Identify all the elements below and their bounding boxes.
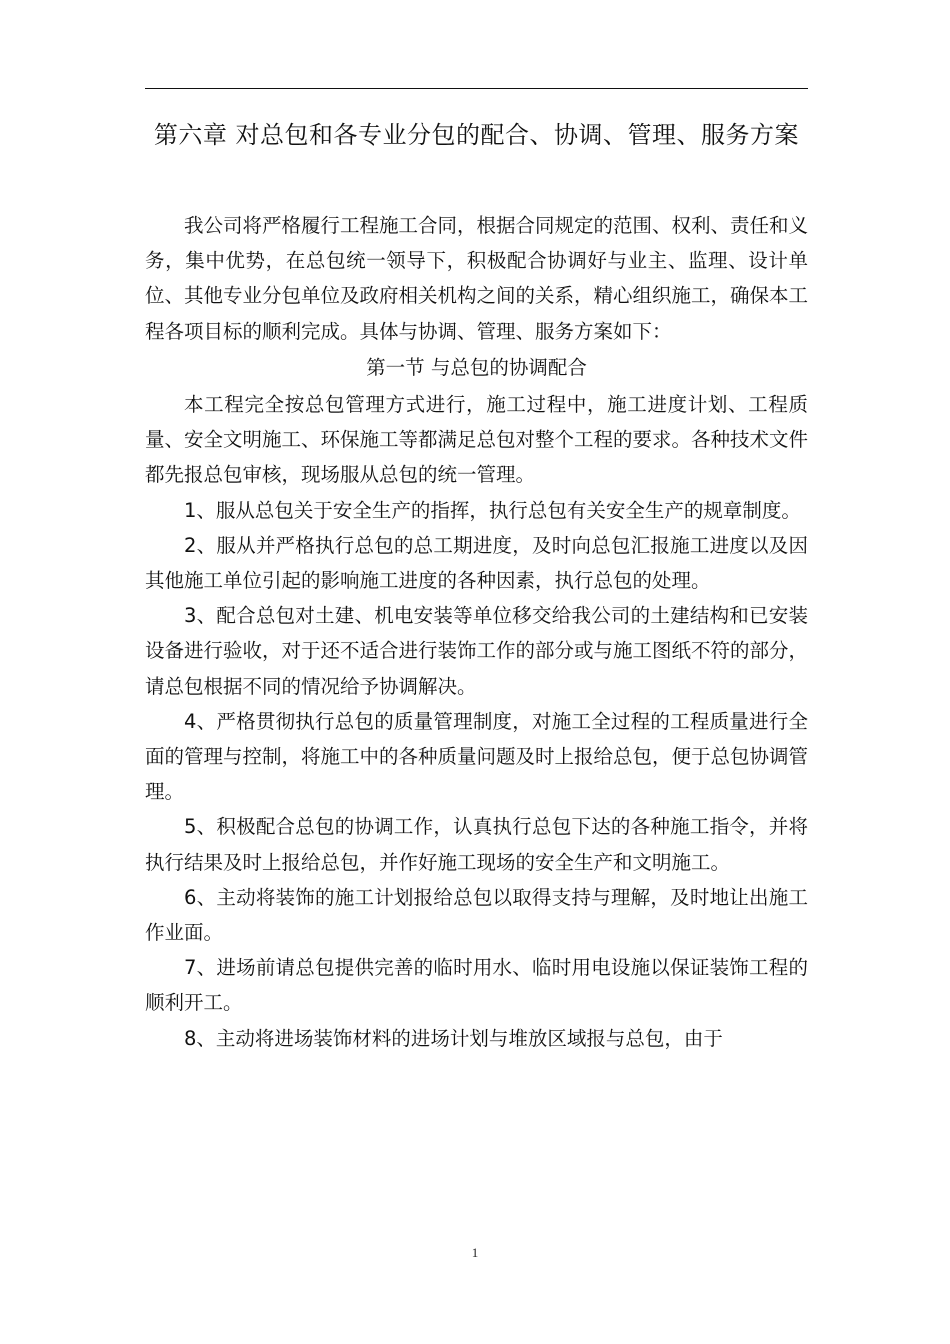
chapter-title: 第六章 对总包和各专业分包的配合、协调、管理、服务方案 bbox=[153, 121, 800, 149]
header-rule bbox=[145, 88, 808, 89]
list-item: 2、服从并严格执行总包的总工期进度，及时向总包汇报施工进度以及因其他施工单位引起的影响施工进度的各种因素，执行总包的处理。 bbox=[145, 533, 808, 593]
document-body bbox=[145, 208, 808, 1056]
intro-paragraph: 我公司将严格履行工程施工合同，根据合同规定的范围、权利、责任和义务，集中优势，在总包统一领导下，积极配合协调好与业主、监理、设计单位、其他专业分包单位及政府相关机构之间的关系，精心组织施工，确保本工程各项目标的顺利完成。具体与协调、管理、服务方案如下： bbox=[145, 214, 809, 343]
list-item: 5、积极配合总包的协调工作，认真执行总包下达的各种施工指令，并将执行结果及时上报给总包，并作好施工现场的安全生产和文明施工。 bbox=[145, 815, 808, 874]
list-item: 6、主动将装饰的施工计划报给总包以取得支持与理解，及时地让出施工作业面。 bbox=[145, 885, 808, 945]
list-item: 8、主动将进场装饰材料的进场计划与堆放区域报与总包，由于 bbox=[184, 1026, 723, 1050]
list-item: 4、严格贯彻执行总包的质量管理制度，对施工全过程的工程质量进行全面的管理与控制，将施工中的各种质量问题及时上报给总包，便于总包协调管理。 bbox=[145, 709, 809, 804]
section-title: 第一节 与总包的协调配合 bbox=[366, 355, 587, 379]
list-item: 3、配合总包对土建、机电安装等单位移交给我公司的土建结构和已安装设备进行验收，对于还不适合进行装饰工作的部分或与施工图纸不符的部分，请总包根据不同的情况给予协调解决。 bbox=[145, 604, 809, 698]
section-intro-paragraph: 本工程完全按总包管理方式进行，施工过程中，施工进度计划、工程质量、安全文明施工、环保施工等都满足总包对整个工程的要求。各种技术文件都先报总包审核，现场服从总包的统一管理。 bbox=[145, 393, 809, 487]
page-number: 1 bbox=[471, 1245, 479, 1260]
list-item: 7、进场前请总包提供完善的临时用水、临时用电设施以保证装饰工程的顺利开工。 bbox=[145, 956, 808, 1015]
list-item: 1、服从总包关于安全生产的指挥，执行总包有关安全生产的规章制度。 bbox=[184, 498, 801, 522]
